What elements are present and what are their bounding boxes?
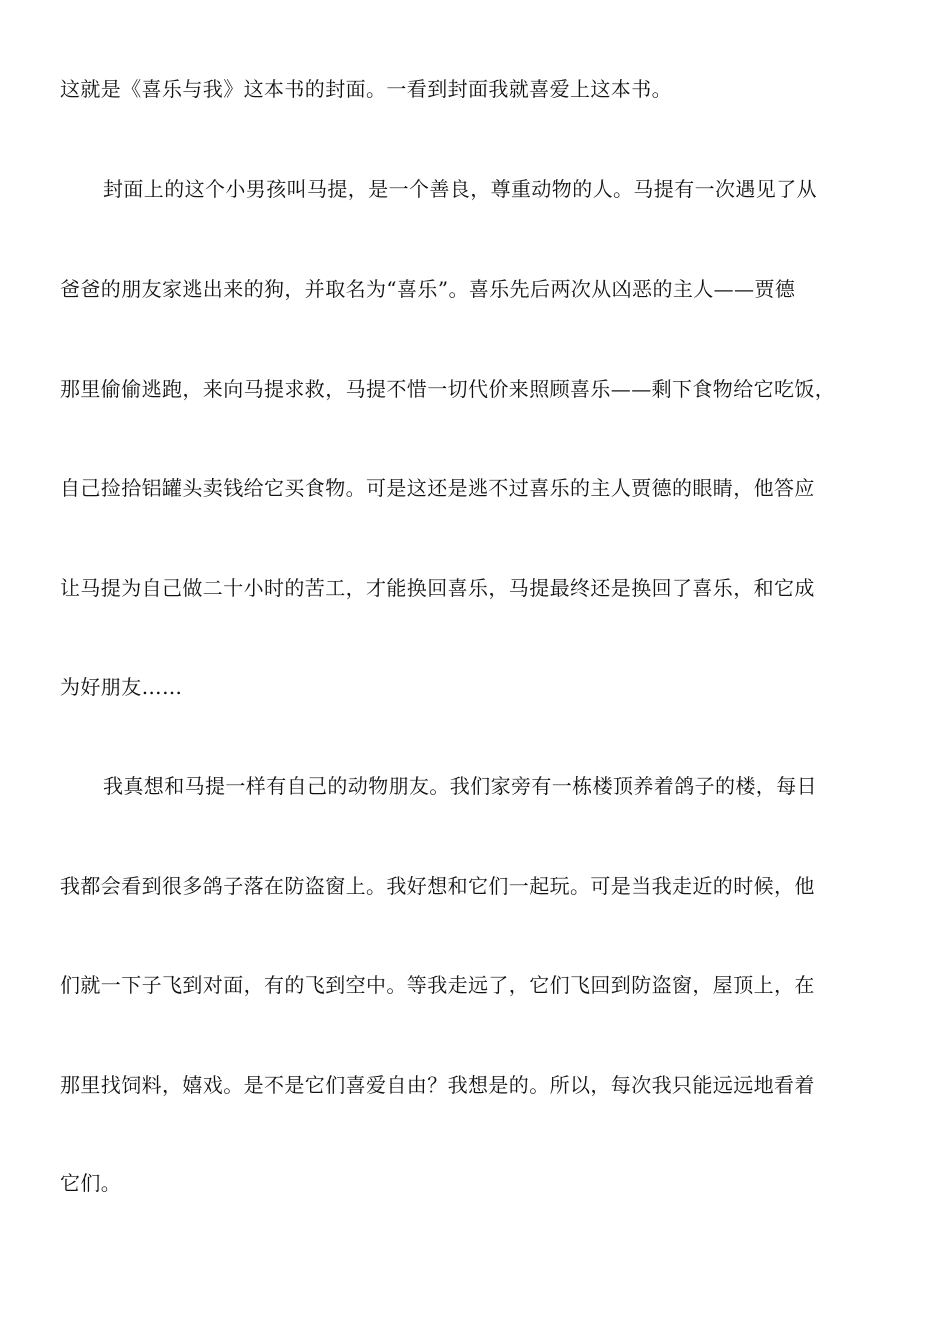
paragraph-2-line-5: 让马提为自己做二十小时的苦工，才能换回喜乐，马提最终还是换回了喜乐，和它成 [60,576,815,600]
paragraph-2-line-4: 自己捡拾铝罐头卖钱给它买食物。可是这还是逃不过喜乐的主人贾德的眼睛，他答应 [60,476,815,500]
paragraph-1-line-1: 这就是《喜乐与我》这本书的封面。一看到封面我就喜爱上这本书。 [60,77,672,101]
paragraph-3-line-3: 们就一下子飞到对面，有的飞到空中。等我走远了，它们飞回到防盗窗，屋顶上，在 [60,973,815,997]
paragraph-2-line-2: 爸爸的朋友家逃出来的狗，并取名为“喜乐”。喜乐先后两次从凶恶的主人——贾德 [60,277,796,301]
paragraph-3-line-2: 我都会看到很多鸽子落在防盗窗上。我好想和它们一起玩。可是当我走近的时候，他 [60,874,815,898]
paragraph-2-line-6: 为好朋友…… [60,675,183,699]
paragraph-3-line-1: 我真想和马提一样有自己的动物朋友。我们家旁有一栋楼顶养着鸽子的楼，每日 [103,774,817,798]
paragraph-2-line-1: 封面上的这个小男孩叫马提，是一个善良，尊重动物的人。马提有一次遇见了从 [103,177,817,201]
paragraph-3-line-5: 它们。 [60,1171,122,1195]
paragraph-3-line-4: 那里找饲料，嬉戏。是不是它们喜爱自由？我想是的。所以，每次我只能远远地看着 [60,1073,815,1097]
paragraph-2-line-3: 那里偷偷逃跑，来向马提求救，马提不惜一切代价来照顾喜乐——剩下食物给它吃饭， [60,377,836,401]
